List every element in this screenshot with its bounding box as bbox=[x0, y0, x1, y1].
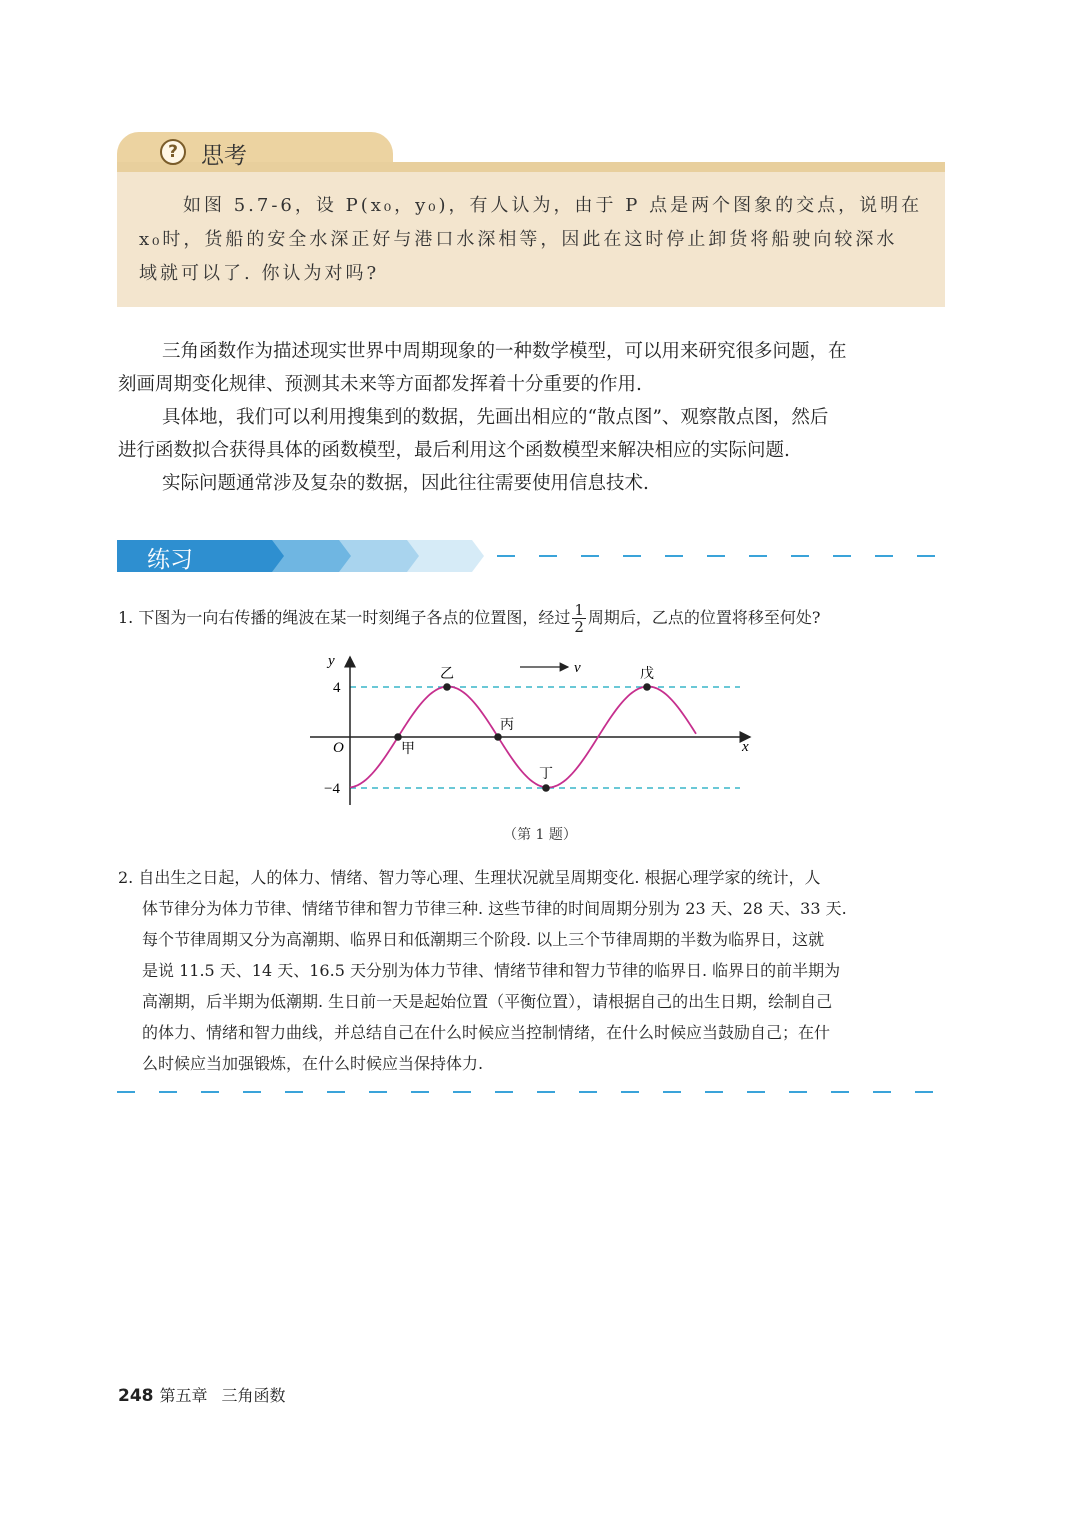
point-label-wu: 戊 bbox=[640, 667, 654, 682]
think-line-1: 如图 5.7-6，设 P(x₀，y₀)，有人认为，由于 P 点是两个图象的交点，说明在 bbox=[183, 195, 923, 216]
think-text bbox=[139, 189, 929, 291]
point-label-yi: 乙 bbox=[440, 667, 454, 682]
point-bing bbox=[494, 733, 502, 741]
practice-dash-bottom bbox=[117, 1090, 945, 1094]
point-label-jia: 甲 bbox=[401, 742, 415, 757]
page-footer bbox=[118, 1383, 286, 1406]
page-number: 248 bbox=[118, 1386, 154, 1406]
question-2-line-2: 体节律分为体力节律、情绪节律和智力节律三种. 这些节律的时间周期分别为 23 天、28 天、33 天. bbox=[142, 899, 847, 918]
paragraph-2-line-2: 进行函数拟合获得具体的函数模型，最后利用这个函数模型来解决相应的实际问题. bbox=[118, 440, 790, 461]
chapter-label: 第五章 bbox=[159, 1386, 208, 1405]
paragraph-1 bbox=[118, 335, 944, 401]
figure-caption: （第 1 题） bbox=[503, 827, 577, 843]
question-2-line-4: 是说 11.5 天、14 天、16.5 天分别为体力节律、情绪节律和智力节律的临界日. 临界日的前半期为 bbox=[142, 961, 841, 980]
y-axis-label: y bbox=[328, 653, 335, 669]
chapter-title: 三角函数 bbox=[221, 1386, 286, 1405]
question-2-line-3: 每个节律周期又分为高潮期、临界日和低潮期三个阶段. 以上三个节律周期的半数为临界日，这就 bbox=[142, 930, 825, 949]
point-label-bing: 丙 bbox=[500, 718, 514, 733]
point-jia bbox=[394, 733, 402, 741]
question-2-line-1: 2. 自出生之日起，人的体力、情绪、智力等心理、生理状况就呈周期变化. 根据心理学家的统计，人 bbox=[118, 868, 821, 887]
question-2 bbox=[118, 862, 946, 1079]
point-ding bbox=[542, 784, 550, 792]
think-box bbox=[117, 132, 945, 307]
question-2-line-5: 高潮期，后半期为低潮期. 生日前一天是起始位置（平衡位置），请根据自己的出生日期，绘制自己 bbox=[142, 992, 833, 1011]
wave-figure bbox=[300, 645, 760, 815]
tick-label-neg-4: −4 bbox=[324, 781, 340, 797]
paragraph-2 bbox=[118, 401, 944, 467]
practice-dash-top bbox=[497, 555, 944, 557]
paragraph-3 bbox=[118, 467, 944, 500]
think-line-2: x₀时，货船的安全水深正好与港口水深相等，因此在这时停止卸货将船驶向较深水 bbox=[139, 229, 898, 250]
question-1-text-a: 1. 下图为一向右传播的绳波在某一时刻绳子各点的位置图，经过 bbox=[118, 608, 571, 627]
paragraph-3-line-1: 实际问题通常涉及复杂的数据，因此往往需要使用信息技术. bbox=[162, 473, 649, 494]
fraction-numerator: 1 bbox=[574, 601, 584, 619]
paragraph-1-line-1: 三角函数作为描述现实世界中周期现象的一种数学模型，可以用来研究很多问题，在 bbox=[162, 341, 847, 362]
point-label-ding: 丁 bbox=[539, 767, 553, 782]
point-wu bbox=[643, 683, 651, 691]
question-1-text-b: 周期后，乙点的位置将移至何处? bbox=[587, 608, 821, 627]
practice-title: 练习 bbox=[147, 547, 193, 573]
paragraph-2-line-1: 具体地，我们可以利用搜集到的数据，先画出相应的“散点图”、观察散点图，然后 bbox=[162, 407, 829, 428]
question-2-line-6: 的体力、情绪和智力曲线，并总结自己在什么时候应当控制情绪，在什么时候应当鼓励自己；在什 bbox=[142, 1023, 831, 1042]
question-2-line-7: 么时候应当加强锻炼，在什么时候应当保持体力. bbox=[142, 1054, 484, 1073]
think-title: 思考 bbox=[201, 143, 247, 169]
think-line-3: 域就可以了. 你认为对吗? bbox=[139, 263, 380, 284]
fraction-denominator: 2 bbox=[574, 618, 584, 636]
question-1 bbox=[118, 602, 821, 635]
point-yi bbox=[443, 683, 451, 691]
x-axis-label: x bbox=[742, 739, 749, 755]
tick-label-4: 4 bbox=[333, 680, 341, 696]
paragraph-1-line-2: 刻画周期变化规律、预测其未来等方面都发挥着十分重要的作用. bbox=[118, 374, 642, 395]
velocity-label: v bbox=[574, 660, 581, 676]
half-fraction bbox=[572, 602, 586, 635]
origin-label: O bbox=[333, 740, 344, 756]
question-icon: ? bbox=[160, 139, 186, 165]
